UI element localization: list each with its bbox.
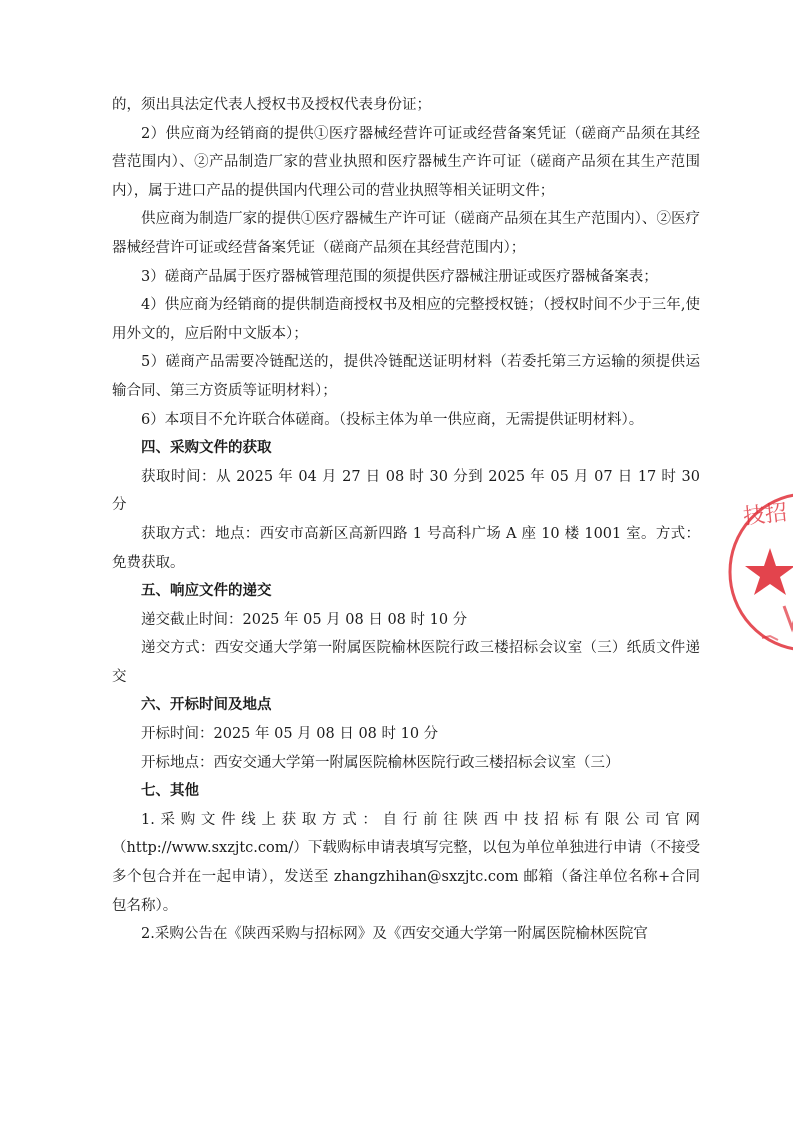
paragraph-9: 获取时间：从 2025 年 04 月 27 日 08 时 30 分到 2025 年 05 月 07 日 17 时 30 分 [112,468,700,514]
paragraph-16: 开标地点：西安交通大学第一附属医院榆林医院行政三楼招标会议室（三） [141,754,620,771]
section-heading-7: 七、其他 [141,782,199,800]
seal-text: 技招 [742,500,789,530]
paragraph-3: 供应商为制造厂家的提供①医疗器械生产许可证（磋商产品须在其生产范围内）、②医疗器械经营许可证或经营备案凭证（磋商产品须在其经营范围内）； [112,211,700,256]
paragraph-19: 2.采购公告在《陕西采购与招标网》及《西安交通大学第一附属医院榆林医院官 [141,926,648,943]
star-icon [745,548,793,595]
section-heading-6: 六、开标时间及地点 [141,696,272,714]
paragraph-2: 2）供应商为经销商的提供①医疗器械经营许可证或经营备案凭证（磋商产品须在其经营范围内）、②产品制造厂家的营业执照和医疗器械生产许可证（磋商产品须在其生产范围内），属于进口产品的提供国内代理公司的营业执照等相关证明文件； [112,125,700,199]
paragraph-12: 递交截止时间：2025 年 05 月 08 日 08 时 10 分 [141,611,468,628]
section-heading-4: 四、采购文件的获取 [141,439,272,457]
paragraph-13: 递交方式：西安交通大学第一附属医院榆林医院行政三楼招标会议室（三）纸质文件递交 [112,640,700,685]
paragraph-6: 5）磋商产品需要冷链配送的，提供冷链配送证明材料（若委托第三方运输的须提供运输合同、第三方资质等证明材料）； [112,354,700,399]
paragraph-1: 的，须出具法定代表人授权书及授权代表身份证； [112,97,431,113]
paragraph-7: 6）本项目不允许联合体磋商。（投标主体为单一供应商，无需提供证明材料）。 [141,411,644,428]
paragraph-5: 4）供应商为经销商的提供制造商授权书及相应的完整授权链；（授权时间不少于三年,使用外文的，应后附中文版本）； [112,297,700,342]
paragraph-4: 3）磋商产品属于医疗器械管理范围的须提供医疗器械注册证或医疗器械备案表； [141,268,658,285]
paragraph-10: 获取方式：地点：西安市高新区高新四路 1 号高科广场 A 座 10 楼 1001 室。方式：免费获取。 [112,525,700,571]
seal-graphic [726,488,793,658]
paragraph-15: 开标时间：2025 年 05 月 08 日 08 时 10 分 [141,726,439,743]
company-seal [726,488,793,658]
paragraph-18: 1.采购文件线上获取方式：自行前往陕西中技招标有限公司官网（http://www.sxzjtc.com/）下载购标申请表填写完整，以包为单位单独进行申请（不接受多个包合并在一起申请），发送至 zhangzhihan@sxzjtc.com 邮箱（备注单位名称+合同包名称）。 [112,811,700,914]
section-heading-5: 五、响应文件的递交 [141,582,272,600]
document-body [112,91,700,949]
